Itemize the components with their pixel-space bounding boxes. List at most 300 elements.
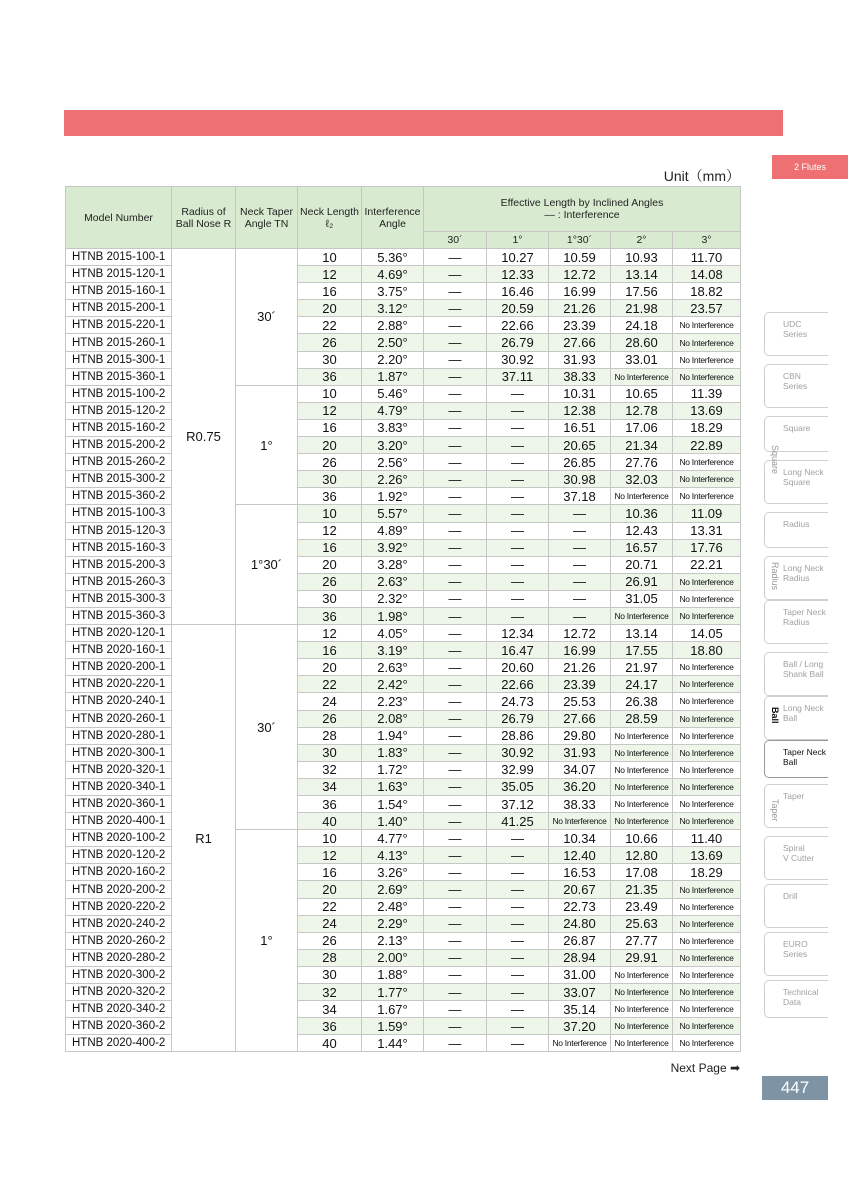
effective-length: 20.60 (487, 659, 549, 676)
effective-length: No Interference (673, 796, 741, 813)
sidebar-item[interactable]: Technical Data (764, 980, 828, 1018)
neck-length: 30 (298, 351, 362, 368)
effective-length: 37.18 (549, 488, 611, 505)
model-number: HTNB 2015-260-3 (66, 573, 172, 590)
table-row (66, 830, 741, 847)
effective-length: 37.12 (487, 796, 549, 813)
effective-length: 16.47 (487, 642, 549, 659)
header-angle: 30´ (424, 232, 487, 249)
interference-angle: 3.20° (362, 437, 424, 454)
taper-cell: 30´ (236, 249, 298, 386)
effective-length: 17.55 (611, 642, 673, 659)
interference-angle: 3.28° (362, 556, 424, 573)
effective-length: No Interference (673, 454, 741, 471)
interference-angle: 2.29° (362, 915, 424, 932)
effective-length: — (424, 368, 487, 385)
effective-length: — (424, 539, 487, 556)
effective-length: 10.65 (611, 385, 673, 402)
interference-angle: 2.50° (362, 334, 424, 351)
effective-length: — (487, 864, 549, 881)
neck-length: 12 (298, 266, 362, 283)
effective-length: No Interference (673, 488, 741, 505)
effective-length: No Interference (611, 1001, 673, 1018)
table-row (66, 590, 741, 607)
effective-length: — (424, 642, 487, 659)
interference-angle: 2.69° (362, 881, 424, 898)
table-row (66, 317, 741, 334)
effective-length: — (487, 556, 549, 573)
effective-length: — (487, 932, 549, 949)
model-number: HTNB 2015-120-3 (66, 522, 172, 539)
effective-length: — (487, 830, 549, 847)
effective-length: — (424, 881, 487, 898)
interference-angle: 2.00° (362, 949, 424, 966)
flute-count-tag: 2 Flutes (772, 155, 848, 179)
header-taper: Neck Taper Angle TN (236, 187, 298, 249)
model-number: HTNB 2020-400-2 (66, 1035, 172, 1052)
sidebar-item[interactable]: Long Neck Radius (764, 556, 828, 600)
table-row (66, 368, 741, 385)
effective-length: No Interference (611, 488, 673, 505)
effective-length: 24.18 (611, 317, 673, 334)
model-number: HTNB 2015-300-3 (66, 590, 172, 607)
effective-length: 26.85 (549, 454, 611, 471)
neck-length: 22 (298, 898, 362, 915)
effective-length: No Interference (673, 761, 741, 778)
effective-length: — (424, 915, 487, 932)
effective-length: No Interference (673, 676, 741, 693)
table-row (66, 898, 741, 915)
effective-length: 24.17 (611, 676, 673, 693)
interference-angle: 3.75° (362, 283, 424, 300)
effective-length: — (424, 471, 487, 488)
table-row (66, 402, 741, 419)
effective-length: — (424, 300, 487, 317)
neck-length: 16 (298, 864, 362, 881)
effective-length: — (487, 471, 549, 488)
table-row (66, 488, 741, 505)
model-number: HTNB 2015-300-2 (66, 471, 172, 488)
effective-length: 26.79 (487, 710, 549, 727)
interference-angle: 1.44° (362, 1035, 424, 1052)
effective-length: — (487, 590, 549, 607)
header-effective-title: Effective Length by Inclined Angles (500, 197, 664, 209)
neck-length: 26 (298, 932, 362, 949)
neck-length: 36 (298, 488, 362, 505)
interference-angle: 2.26° (362, 471, 424, 488)
effective-length: 37.20 (549, 1018, 611, 1035)
model-number: HTNB 2020-400-1 (66, 813, 172, 830)
neck-length: 16 (298, 283, 362, 300)
neck-length: 26 (298, 573, 362, 590)
model-number: HTNB 2020-340-2 (66, 1001, 172, 1018)
effective-length: 32.03 (611, 471, 673, 488)
table-row (66, 334, 741, 351)
taper-cell: 1° (236, 830, 298, 1052)
sidebar-item[interactable]: Taper (764, 784, 828, 828)
model-number: HTNB 2020-120-2 (66, 847, 172, 864)
effective-length: 31.05 (611, 590, 673, 607)
effective-length: — (424, 625, 487, 642)
effective-length: 17.56 (611, 283, 673, 300)
effective-length: 28.94 (549, 949, 611, 966)
effective-length: 27.66 (549, 334, 611, 351)
interference-angle: 2.08° (362, 710, 424, 727)
effective-length: 36.20 (549, 778, 611, 795)
effective-length: No Interference (673, 915, 741, 932)
neck-length: 12 (298, 847, 362, 864)
interference-angle: 1.94° (362, 727, 424, 744)
interference-angle: 5.57° (362, 505, 424, 522)
sidebar-item[interactable]: UDC Series (764, 312, 828, 356)
neck-length: 32 (298, 984, 362, 1001)
effective-length: 10.36 (611, 505, 673, 522)
next-page-link[interactable]: Next Page ➡ (670, 1061, 740, 1075)
interference-angle: 2.63° (362, 659, 424, 676)
table-row (66, 864, 741, 881)
interference-angle: 2.13° (362, 932, 424, 949)
effective-length: No Interference (673, 351, 741, 368)
effective-length: 23.57 (673, 300, 741, 317)
effective-length: — (424, 454, 487, 471)
effective-length: 21.97 (611, 659, 673, 676)
table-row (66, 556, 741, 573)
neck-length: 30 (298, 471, 362, 488)
effective-length: — (424, 402, 487, 419)
neck-length: 20 (298, 437, 362, 454)
effective-length: — (424, 932, 487, 949)
effective-length: — (487, 915, 549, 932)
effective-length: No Interference (673, 932, 741, 949)
effective-length: — (487, 522, 549, 539)
neck-length: 12 (298, 522, 362, 539)
model-number: HTNB 2020-300-2 (66, 966, 172, 983)
effective-length: — (424, 437, 487, 454)
effective-length: No Interference (611, 984, 673, 1001)
effective-length: — (549, 505, 611, 522)
effective-length: — (424, 556, 487, 573)
sidebar-item[interactable]: EURO Series (764, 932, 828, 976)
effective-length: 33.07 (549, 984, 611, 1001)
interference-angle: 3.83° (362, 419, 424, 436)
effective-length: — (424, 334, 487, 351)
neck-length: 16 (298, 419, 362, 436)
effective-length: 12.40 (549, 847, 611, 864)
effective-length: No Interference (673, 1035, 741, 1052)
effective-length: — (424, 693, 487, 710)
effective-length: — (549, 539, 611, 556)
effective-length: — (424, 744, 487, 761)
interference-angle: 3.92° (362, 539, 424, 556)
effective-length: 18.80 (673, 642, 741, 659)
header-neck-length: Neck Length ℓ₂ (298, 187, 362, 249)
model-number: HTNB 2020-280-1 (66, 727, 172, 744)
taper-cell: 1°30´ (236, 505, 298, 625)
effective-length: — (424, 830, 487, 847)
effective-length: — (424, 778, 487, 795)
effective-length: 31.00 (549, 966, 611, 983)
effective-length: No Interference (673, 1001, 741, 1018)
neck-length: 20 (298, 881, 362, 898)
header-angle: 1°30´ (549, 232, 611, 249)
effective-length: — (424, 727, 487, 744)
interference-angle: 5.46° (362, 385, 424, 402)
effective-length: No Interference (673, 984, 741, 1001)
effective-length: 14.05 (673, 625, 741, 642)
model-number: HTNB 2020-320-2 (66, 984, 172, 1001)
interference-angle: 4.13° (362, 847, 424, 864)
model-number: HTNB 2015-100-1 (66, 249, 172, 266)
interference-angle: 2.88° (362, 317, 424, 334)
effective-length: 26.87 (549, 932, 611, 949)
effective-length: 16.57 (611, 539, 673, 556)
table-row (66, 881, 741, 898)
effective-length: 38.33 (549, 368, 611, 385)
effective-length: 16.53 (549, 864, 611, 881)
effective-length: — (424, 813, 487, 830)
effective-length: — (487, 505, 549, 522)
effective-length: No Interference (611, 368, 673, 385)
effective-length: — (487, 847, 549, 864)
sidebar-item[interactable]: CBN Series (764, 364, 828, 408)
model-number: HTNB 2020-220-1 (66, 676, 172, 693)
interference-angle: 1.87° (362, 368, 424, 385)
neck-length: 36 (298, 1018, 362, 1035)
effective-length: 22.66 (487, 317, 549, 334)
effective-length: No Interference (673, 607, 741, 624)
model-number: HTNB 2020-240-2 (66, 915, 172, 932)
model-number: HTNB 2015-100-2 (66, 385, 172, 402)
model-number: HTNB 2015-160-1 (66, 283, 172, 300)
effective-length: — (487, 488, 549, 505)
effective-length: — (424, 676, 487, 693)
effective-length: 11.39 (673, 385, 741, 402)
effective-length: No Interference (611, 966, 673, 983)
effective-length: No Interference (673, 727, 741, 744)
effective-length: 30.92 (487, 744, 549, 761)
interference-angle: 4.69° (362, 266, 424, 283)
interference-angle: 4.89° (362, 522, 424, 539)
effective-length: 37.11 (487, 368, 549, 385)
model-number: HTNB 2020-120-1 (66, 625, 172, 642)
neck-length: 36 (298, 607, 362, 624)
effective-length: 11.09 (673, 505, 741, 522)
effective-length: No Interference (673, 966, 741, 983)
taper-cell: 1° (236, 385, 298, 505)
effective-length: 30.92 (487, 351, 549, 368)
effective-length: 12.72 (549, 625, 611, 642)
effective-length: No Interference (673, 898, 741, 915)
effective-length: 32.99 (487, 761, 549, 778)
interference-angle: 1.92° (362, 488, 424, 505)
neck-length: 10 (298, 830, 362, 847)
sidebar-item[interactable]: Spiral V Cutter (764, 836, 828, 880)
sidebar-item[interactable]: Radius (764, 512, 828, 548)
neck-length: 40 (298, 813, 362, 830)
interference-angle: 1.59° (362, 1018, 424, 1035)
effective-length: No Interference (549, 1035, 611, 1052)
sidebar-item[interactable]: Taper Neck Ball (764, 740, 828, 778)
effective-length: 34.07 (549, 761, 611, 778)
effective-length: No Interference (673, 949, 741, 966)
effective-length: 12.33 (487, 266, 549, 283)
effective-length: 25.53 (549, 693, 611, 710)
model-number: HTNB 2015-360-3 (66, 607, 172, 624)
interference-angle: 1.63° (362, 778, 424, 795)
table-row (66, 249, 741, 266)
effective-length: — (424, 1018, 487, 1035)
sidebar-item[interactable]: Taper Neck Radius (764, 600, 828, 644)
model-number: HTNB 2015-200-1 (66, 300, 172, 317)
effective-length: No Interference (611, 744, 673, 761)
model-number: HTNB 2020-320-1 (66, 761, 172, 778)
interference-angle: 3.26° (362, 864, 424, 881)
sidebar-item[interactable]: Ball / Long Shank Ball (764, 652, 828, 696)
interference-angle: 2.42° (362, 676, 424, 693)
sidebar-item[interactable]: Square (764, 416, 828, 452)
interference-angle: 2.56° (362, 454, 424, 471)
model-number: HTNB 2020-260-2 (66, 932, 172, 949)
effective-length: 31.93 (549, 351, 611, 368)
neck-length: 32 (298, 761, 362, 778)
sidebar-nav (764, 0, 848, 1200)
neck-length: 24 (298, 915, 362, 932)
effective-length: No Interference (673, 1018, 741, 1035)
sidebar-item[interactable]: Long Neck Ball (764, 696, 828, 740)
effective-length: — (424, 317, 487, 334)
model-number: HTNB 2020-300-1 (66, 744, 172, 761)
effective-length: — (549, 590, 611, 607)
effective-length: 17.06 (611, 419, 673, 436)
effective-length: No Interference (673, 573, 741, 590)
neck-length: 22 (298, 317, 362, 334)
model-number: HTNB 2020-360-1 (66, 796, 172, 813)
effective-length: — (424, 949, 487, 966)
sidebar-item[interactable]: Long Neck Square (764, 460, 828, 504)
model-number: HTNB 2015-100-3 (66, 505, 172, 522)
interference-angle: 1.83° (362, 744, 424, 761)
table-row (66, 813, 741, 830)
effective-length: — (549, 573, 611, 590)
interference-angle: 1.40° (362, 813, 424, 830)
neck-length: 12 (298, 625, 362, 642)
effective-length: No Interference (611, 607, 673, 624)
effective-length: No Interference (611, 1035, 673, 1052)
effective-length: 24.80 (549, 915, 611, 932)
effective-length: — (424, 505, 487, 522)
model-number: HTNB 2015-260-2 (66, 454, 172, 471)
table-row (66, 796, 741, 813)
effective-length: 18.29 (673, 419, 741, 436)
effective-length: — (424, 796, 487, 813)
effective-length: — (424, 984, 487, 1001)
table-row (66, 744, 741, 761)
page-number: 447 (762, 1076, 828, 1100)
effective-length: 16.46 (487, 283, 549, 300)
effective-length: — (487, 898, 549, 915)
effective-length: — (424, 847, 487, 864)
effective-length: — (424, 488, 487, 505)
effective-length: No Interference (611, 761, 673, 778)
table-row (66, 300, 741, 317)
effective-length: — (424, 966, 487, 983)
effective-length: 23.39 (549, 676, 611, 693)
table-row (66, 1035, 741, 1052)
effective-length: 27.77 (611, 932, 673, 949)
interference-angle: 1.77° (362, 984, 424, 1001)
interference-angle: 2.63° (362, 573, 424, 590)
effective-length: No Interference (673, 471, 741, 488)
sidebar-group-label: Ball (770, 706, 780, 724)
effective-length: 11.40 (673, 830, 741, 847)
table-row (66, 419, 741, 436)
effective-length: No Interference (673, 710, 741, 727)
table-row (66, 915, 741, 932)
spec-table (65, 186, 741, 1052)
header-interference: Interference Angle (362, 187, 424, 249)
table-row (66, 727, 741, 744)
effective-length: 20.59 (487, 300, 549, 317)
table-row (66, 471, 741, 488)
effective-length: — (487, 607, 549, 624)
effective-length: 41.25 (487, 813, 549, 830)
neck-length: 40 (298, 1035, 362, 1052)
effective-length: — (424, 864, 487, 881)
neck-length: 10 (298, 385, 362, 402)
model-number: HTNB 2015-260-1 (66, 334, 172, 351)
effective-length: — (549, 556, 611, 573)
effective-length: — (487, 573, 549, 590)
effective-length: — (424, 522, 487, 539)
effective-length: 12.72 (549, 266, 611, 283)
neck-length: 16 (298, 642, 362, 659)
neck-length: 30 (298, 966, 362, 983)
sidebar-item[interactable]: Drill (764, 884, 828, 928)
header-band (64, 110, 783, 136)
interference-angle: 2.20° (362, 351, 424, 368)
effective-length: 35.05 (487, 778, 549, 795)
effective-length: 13.14 (611, 266, 673, 283)
neck-length: 22 (298, 676, 362, 693)
effective-length: 17.08 (611, 864, 673, 881)
table-row (66, 642, 741, 659)
neck-length: 20 (298, 556, 362, 573)
effective-length: — (424, 573, 487, 590)
effective-length: — (487, 949, 549, 966)
effective-length: 12.34 (487, 625, 549, 642)
neck-length: 26 (298, 710, 362, 727)
neck-length: 16 (298, 539, 362, 556)
neck-length: 34 (298, 778, 362, 795)
effective-length: No Interference (673, 590, 741, 607)
neck-length: 28 (298, 727, 362, 744)
effective-length: — (424, 283, 487, 300)
effective-length: No Interference (673, 881, 741, 898)
table-row (66, 607, 741, 624)
table-row (66, 761, 741, 778)
effective-length: 27.66 (549, 710, 611, 727)
effective-length: 31.93 (549, 744, 611, 761)
effective-length: 10.34 (549, 830, 611, 847)
effective-length: — (424, 659, 487, 676)
effective-length: — (424, 761, 487, 778)
effective-length: 13.69 (673, 847, 741, 864)
effective-length: — (487, 385, 549, 402)
effective-length: 10.93 (611, 249, 673, 266)
effective-length: 23.39 (549, 317, 611, 334)
effective-length: — (424, 266, 487, 283)
neck-length: 26 (298, 334, 362, 351)
